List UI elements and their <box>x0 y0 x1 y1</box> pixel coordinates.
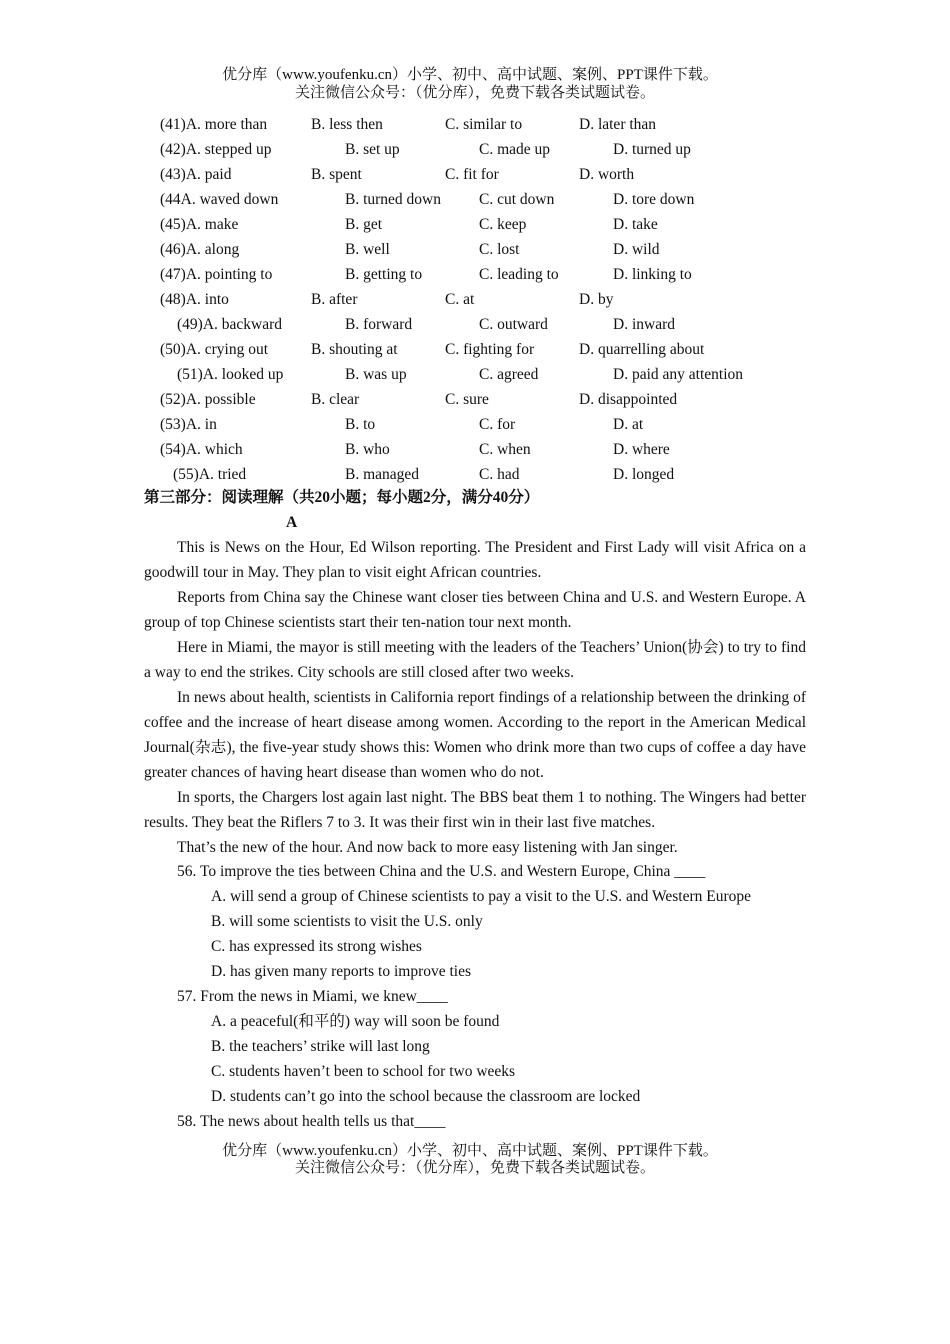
cloze-option-a: (45)A. make <box>160 216 239 233</box>
cloze-option-d: D. inward <box>613 316 675 333</box>
cloze-option-d: D. turned up <box>613 141 691 158</box>
cloze-option-b: B. who <box>345 441 390 458</box>
passage-a <box>144 535 806 860</box>
cloze-option-a: (49)A. backward <box>177 316 283 333</box>
cloze-row <box>0 437 950 462</box>
cloze-option-c: C. when <box>479 441 531 458</box>
cloze-option-b: B. well <box>345 241 390 258</box>
cloze-option-c: C. made up <box>479 141 551 158</box>
cloze-option-c: C. outward <box>479 316 548 333</box>
cloze-option-d: D. paid any attention <box>613 366 743 383</box>
cloze-option-a: (42)A. stepped up <box>160 141 272 158</box>
cloze-option-a: (55)A. tried <box>173 466 247 483</box>
cloze-option-a: (46)A. along <box>160 241 240 258</box>
cloze-option-c: C. lost <box>479 241 520 258</box>
paragraph: Here in Miami, the mayor is still meeting with the leaders of the Teachers’ Union(协会) to try to find a way to end the strikes. City schools are still closed after two weeks. <box>144 639 806 681</box>
cloze-option-b: B. clear <box>311 391 360 408</box>
cloze-row <box>0 137 950 162</box>
cloze-option-a: (50)A. crying out <box>160 341 269 358</box>
cloze-row <box>0 287 950 312</box>
cloze-option-c: C. for <box>479 416 516 433</box>
question-57-option-a: A. a peaceful(和平的) way will soon be found <box>211 1013 500 1030</box>
question-58-stem: 58. The news about health tells us that____ <box>177 1113 446 1130</box>
footer-line-2: 关注微信公众号：（优分库），免费下载各类试题试卷。 <box>294 1160 655 1176</box>
cloze-option-d: D. where <box>613 441 670 458</box>
paragraph: This is News on the Hour, Ed Wilson reporting. The President and First Lady will visit Africa on a goodwill tour in May. They plan to visit eight African countries. <box>144 539 806 581</box>
cloze-option-c: C. leading to <box>479 266 559 283</box>
cloze-option-b: B. spent <box>311 166 362 183</box>
cloze-option-d: D. at <box>613 416 644 433</box>
cloze-option-b: B. get <box>345 216 383 233</box>
cloze-option-d: D. by <box>579 291 614 308</box>
cloze-option-b: B. less then <box>311 116 383 133</box>
cloze-option-c: C. keep <box>479 216 527 233</box>
cloze-option-d: D. longed <box>613 466 675 483</box>
paragraph: In sports, the Chargers lost again last night. The BBS beat them 1 to nothing. The Wingers had better results. They beat the Riflers 7 to 3. It was their first win in their last five matches. <box>144 789 806 831</box>
cloze-row <box>0 387 950 412</box>
cloze-option-d: D. linking to <box>613 266 692 283</box>
cloze-option-a: (54)A. which <box>160 441 243 458</box>
cloze-row <box>0 362 950 387</box>
cloze-option-a: (47)A. pointing to <box>160 266 273 283</box>
cloze-option-b: B. forward <box>345 316 413 333</box>
question-57-option-c: C. students haven’t been to school for two weeks <box>211 1063 516 1080</box>
cloze-option-a: (41)A. more than <box>160 116 268 133</box>
cloze-option-d: D. wild <box>613 241 660 258</box>
passage-label: A <box>286 514 298 531</box>
cloze-option-d: D. take <box>613 216 658 233</box>
cloze-option-b: B. to <box>345 416 376 433</box>
cloze-option-a: (48)A. into <box>160 291 229 308</box>
cloze-option-c: C. fit for <box>445 166 499 183</box>
header-line-1: 优分库（www.youfenku.cn）小学、初中、高中试题、案例、PPT课件下载。 <box>222 67 718 83</box>
cloze-option-d: D. quarrelling about <box>579 341 705 358</box>
cloze-option-a: (51)A. looked up <box>177 366 284 383</box>
cloze-option-b: B. managed <box>345 466 420 483</box>
cloze-row <box>0 187 950 212</box>
question-57-option-d: D. students can’t go into the school because the classroom are locked <box>211 1088 641 1105</box>
cloze-option-b: B. shouting at <box>311 341 398 358</box>
paragraph: That’s the new of the hour. And now back to more easy listening with Jan singer. <box>177 839 678 856</box>
cloze-option-c: C. agreed <box>479 366 539 383</box>
cloze-option-b: B. getting to <box>345 266 423 283</box>
cloze-row <box>0 412 950 437</box>
cloze-row <box>0 312 950 337</box>
cloze-row <box>0 237 950 262</box>
paragraph: In news about health, scientists in California report findings of a relationship between the drinking of coffee and the increase of heart disease among women. According to the report in the American Medical Journal(杂志), the five-year study shows this: Women who drink more than two cups of coffee a day have greater chances of having heart disease than women who do not. <box>144 689 806 781</box>
cloze-option-d: D. worth <box>579 166 635 183</box>
cloze-option-b: B. set up <box>345 141 400 158</box>
cloze-option-b: B. was up <box>345 366 407 383</box>
cloze-row <box>0 112 950 137</box>
paragraph: Reports from China say the Chinese want closer ties between China and U.S. and Western Europe. A group of top Chinese scientists start their ten-nation tour next month. <box>144 589 806 631</box>
question-56-option-b: B. will some scientists to visit the U.S. only <box>211 913 483 930</box>
cloze-row <box>0 462 950 487</box>
question-56-option-d: D. has given many reports to improve ties <box>211 963 472 980</box>
footer-line-1: 优分库（www.youfenku.cn）小学、初中、高中试题、案例、PPT课件下载。 <box>222 1143 718 1159</box>
cloze-option-c: C. at <box>445 291 475 308</box>
cloze-option-b: B. turned down <box>345 191 442 208</box>
cloze-option-c: C. cut down <box>479 191 555 208</box>
cloze-option-c: C. fighting for <box>445 341 535 358</box>
cloze-option-d: D. later than <box>579 116 657 133</box>
cloze-option-d: D. tore down <box>613 191 695 208</box>
cloze-option-c: C. similar to <box>445 116 523 133</box>
cloze-option-a: (52)A. possible <box>160 391 256 408</box>
cloze-row <box>0 337 950 362</box>
cloze-row <box>0 262 950 287</box>
cloze-option-a: (43)A. paid <box>160 166 232 183</box>
question-56-stem: 56. To improve the ties between China and the U.S. and Western Europe, China ____ <box>177 863 706 880</box>
question-57-option-b: B. the teachers’ strike will last long <box>211 1038 430 1055</box>
question-56-option-c: C. has expressed its strong wishes <box>211 938 422 955</box>
question-57-stem: 57. From the news in Miami, we knew____ <box>177 988 448 1005</box>
cloze-option-a: (53)A. in <box>160 416 217 433</box>
section-title: 第三部分：阅读理解（共20小题；每小题2分，满分40分） <box>144 489 540 506</box>
header-line-2: 关注微信公众号：（优分库），免费下载各类试题试卷。 <box>294 85 655 101</box>
cloze-option-c: C. sure <box>445 391 489 408</box>
cloze-option-b: B. after <box>311 291 358 308</box>
cloze-row <box>0 162 950 187</box>
cloze-option-c: C. had <box>479 466 520 483</box>
question-56-option-a: A. will send a group of Chinese scientists to pay a visit to the U.S. and Western Europe <box>211 888 752 905</box>
cloze-row <box>0 212 950 237</box>
cloze-option-a: (44A. waved down <box>160 191 279 208</box>
cloze-option-d: D. disappointed <box>579 391 678 408</box>
